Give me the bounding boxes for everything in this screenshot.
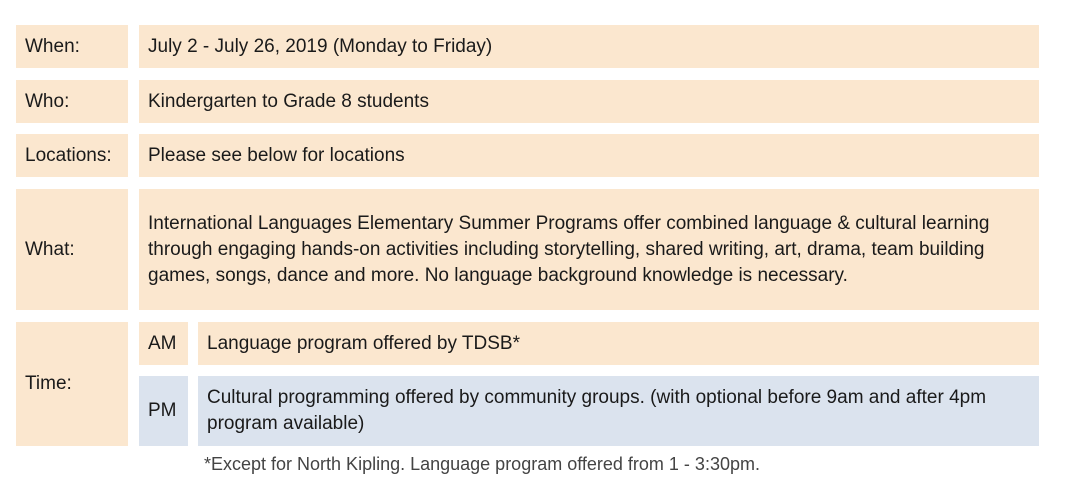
time-label-cell (16, 322, 128, 446)
who-value-cell (139, 80, 1039, 123)
what-value: International Languages Elementary Summer Programs offer combined language & cultural learning through engaging hands-on activities including storytelling, shared writing, art, drama, team building games, songs, dance and more. No language background knowledge is necessary. (148, 212, 990, 286)
what-label-cell (16, 189, 128, 310)
when-label: When: (25, 35, 80, 57)
when-label-cell (16, 25, 128, 68)
locations-label: Locations: (25, 144, 112, 166)
what-value-cell (139, 189, 1039, 310)
time-label: Time: (25, 373, 72, 394)
pm-label: PM (148, 400, 177, 421)
locations-label-cell (16, 134, 128, 177)
am-label: AM (148, 332, 177, 354)
footnote: *Except for North Kipling. Language program offered from 1 - 3:30pm. (204, 454, 760, 474)
locations-value-cell (139, 134, 1039, 177)
when-value: July 2 - July 26, 2019 (Monday to Friday) (148, 35, 493, 57)
pm-label-cell (139, 376, 188, 446)
am-value-cell (198, 322, 1039, 365)
pm-value-cell (198, 376, 1039, 446)
locations-value: Please see below for locations (148, 144, 405, 166)
who-label-cell (16, 80, 128, 123)
am-label-cell (139, 322, 188, 365)
who-value: Kindergarten to Grade 8 students (148, 90, 429, 112)
when-value-cell (139, 25, 1039, 68)
what-label: What: (25, 238, 75, 260)
pm-value: Cultural programming offered by community groups. (with optional before 9am and after 4pm program available) (207, 387, 987, 434)
am-value: Language program offered by TDSB* (207, 332, 520, 354)
who-label: Who: (25, 90, 70, 112)
